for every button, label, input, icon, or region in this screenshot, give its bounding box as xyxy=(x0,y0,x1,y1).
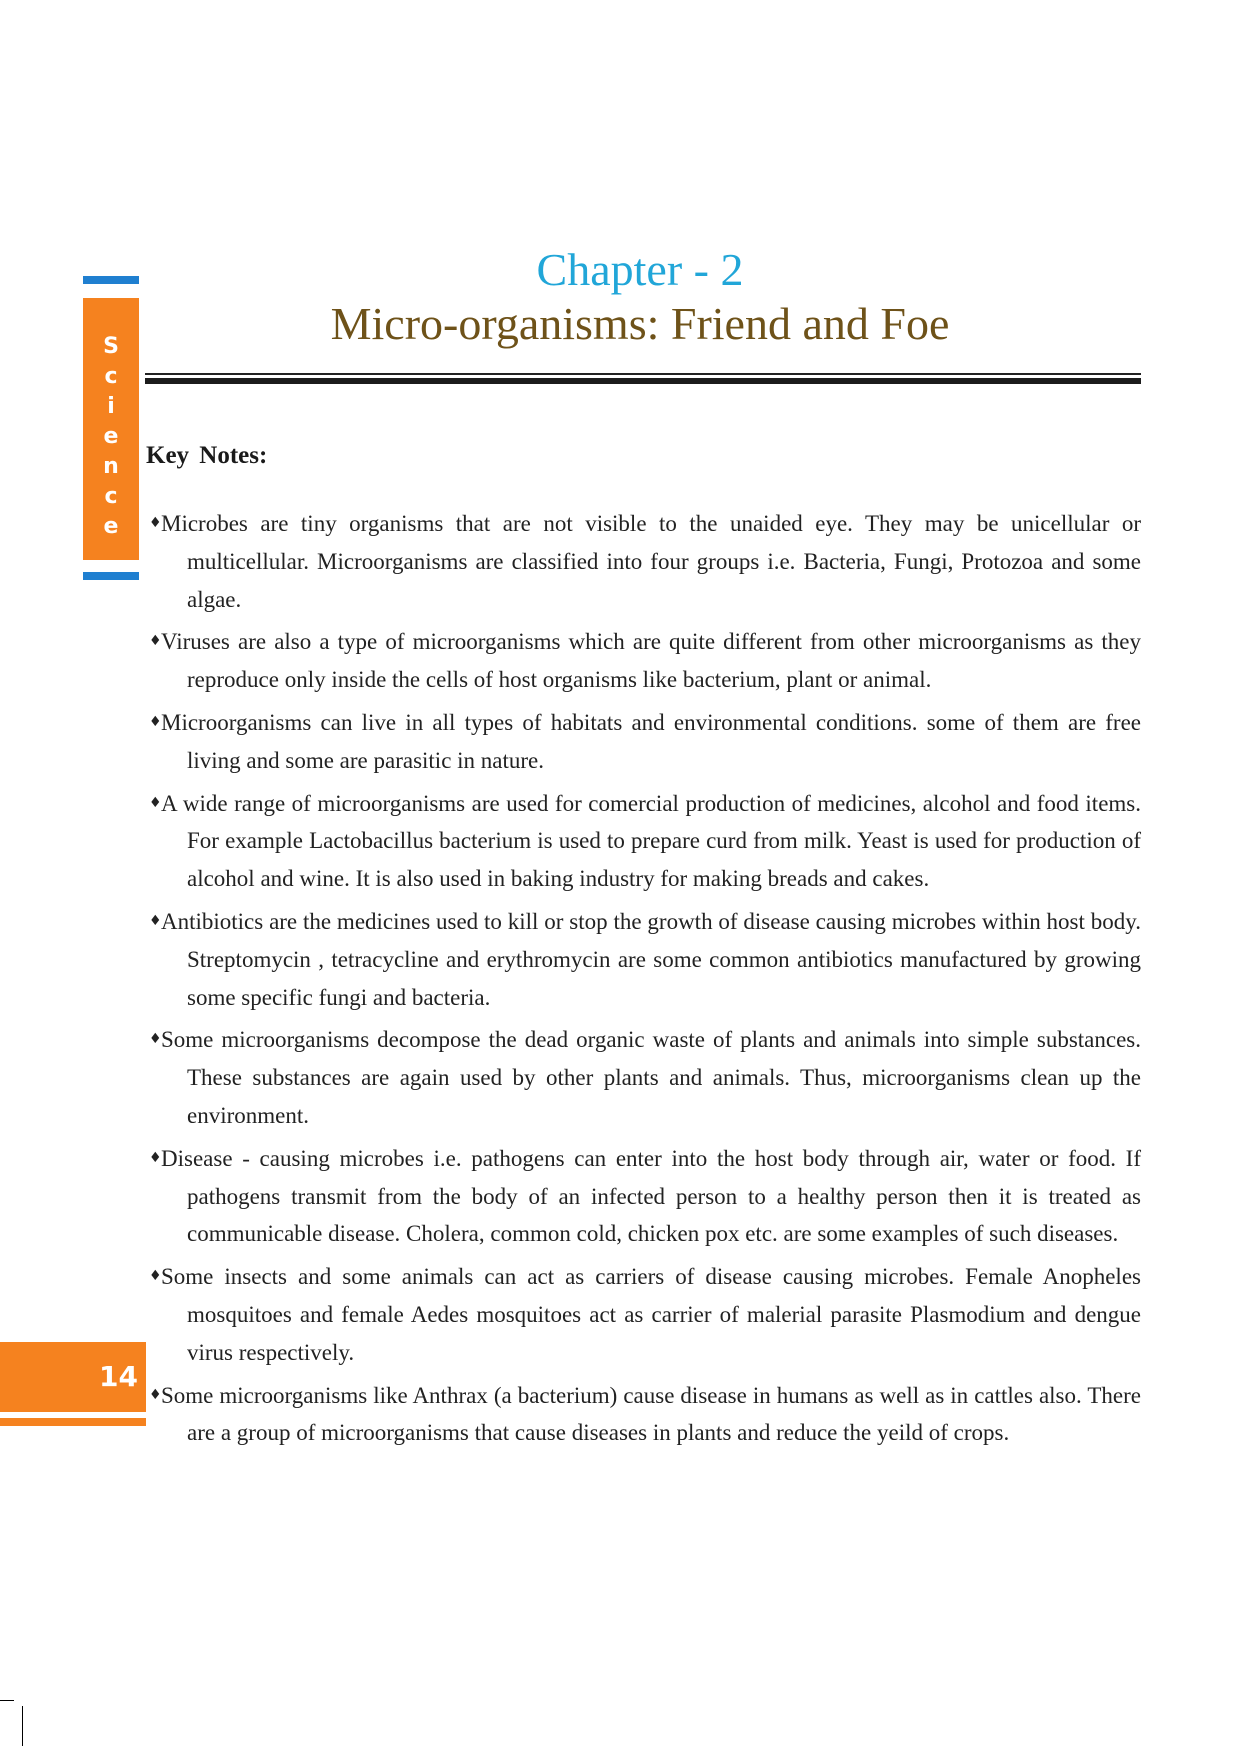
key-note-item xyxy=(147,1258,1141,1371)
diamond-bullet-icon: ♦ xyxy=(149,1149,162,1166)
subject-letter: c xyxy=(104,484,118,509)
page-number-box xyxy=(0,1342,146,1412)
key-note-item xyxy=(147,1377,1141,1453)
diamond-bullet-icon: ♦ xyxy=(149,713,162,730)
key-note-text: Disease - causing microbes i.e. pathogens can enter into the host body through air, water or food. If pathogens transmit from the body of an infected person to a healthy person then it is treated as communicable disease. Cholera, common cold, chicken pox etc. are some examples of such diseases. xyxy=(161,1145,1141,1247)
diamond-bullet-icon: ♦ xyxy=(149,1268,162,1285)
crop-mark-vertical xyxy=(22,1706,23,1746)
diamond-bullet-icon: ♦ xyxy=(149,794,162,811)
key-note-text: Some microorganisms like Anthrax (a bacterium) cause disease in humans as well as in cattles also. There are a group of microorganisms that cause diseases in plants and reduce the yeild of crops. xyxy=(161,1382,1141,1446)
diamond-bullet-icon: ♦ xyxy=(149,1031,162,1048)
page-number-strip xyxy=(0,1418,146,1426)
key-note-text: Some insects and some animals can act as carriers of disease causing microbes. Female Anopheles mosquitoes and female Aedes mosquitoes act as carrier of malerial parasite Plasmodium and dengue virus respectively. xyxy=(161,1264,1141,1365)
key-note-text: A wide range of microorganisms are used for comercial production of medicines, alcohol and food items. For example Lactobacillus bacterium is used to prepare curd from milk. Yeast is used for production of alcohol and wine. It is also used in baking industry for making breads and cakes. xyxy=(161,790,1141,892)
key-note-text: Microbes are tiny organisms that are not visible to the unaided eye. They may be unicellular or multicellular. Microorganisms are classified into four groups i.e. Bacteria, Fungi, Protozoa and some algae. xyxy=(161,511,1141,612)
key-note-item xyxy=(147,623,1141,699)
chapter-number: Chapter - 2 xyxy=(536,244,744,295)
diamond-bullet-icon: ♦ xyxy=(149,1386,162,1403)
subject-letter: e xyxy=(103,424,119,449)
diamond-bullet-icon: ♦ xyxy=(149,515,162,531)
subject-letter: n xyxy=(103,454,119,479)
page-number: 14 xyxy=(99,1360,138,1393)
header-divider-thick xyxy=(145,378,1141,384)
key-note-item xyxy=(147,785,1141,898)
diamond-bullet-icon: ♦ xyxy=(149,633,162,650)
subject-letter: e xyxy=(103,514,119,539)
header-divider-thin xyxy=(145,373,1141,375)
key-notes-heading: Key Notes: xyxy=(146,442,268,469)
key-note-item xyxy=(147,903,1141,1016)
key-note-item xyxy=(147,1140,1141,1253)
key-note-text: Antibiotics are the medicines used to kill or stop the growth of disease causing microbes within host body. Streptomycin , tetracycline and erythromycin are some common antibiotics manufactured by growing some specific fungi and bacteria. xyxy=(161,908,1141,1010)
key-note-item xyxy=(147,505,1141,618)
diamond-bullet-icon: ♦ xyxy=(149,912,162,929)
key-note-item xyxy=(147,1021,1141,1134)
subject-letter: c xyxy=(104,364,118,389)
crop-mark-horizontal xyxy=(0,1700,14,1701)
key-note-text: Some microorganisms decompose the dead organic waste of plants and animals into simple substances. These substances are again used by other plants and animals. Thus, microorganisms clean up the environment. xyxy=(161,1027,1141,1128)
key-note-text: Microorganisms can live in all types of habitats and environmental conditions. some of them are free living and some are parasitic in nature. xyxy=(161,709,1141,773)
key-note-text: Viruses are also a type of microorganisms which are quite different from other microorganisms as they reproduce only inside the cells of host organisms like bacterium, plant or animal. xyxy=(161,629,1141,693)
subject-letter: S xyxy=(103,334,119,359)
key-note-item xyxy=(147,704,1141,780)
key-notes-list xyxy=(147,505,1141,1457)
chapter-title: Micro-organisms: Friend and Foe xyxy=(330,298,950,349)
subject-letter: i xyxy=(107,394,115,419)
subject-label xyxy=(83,332,139,542)
